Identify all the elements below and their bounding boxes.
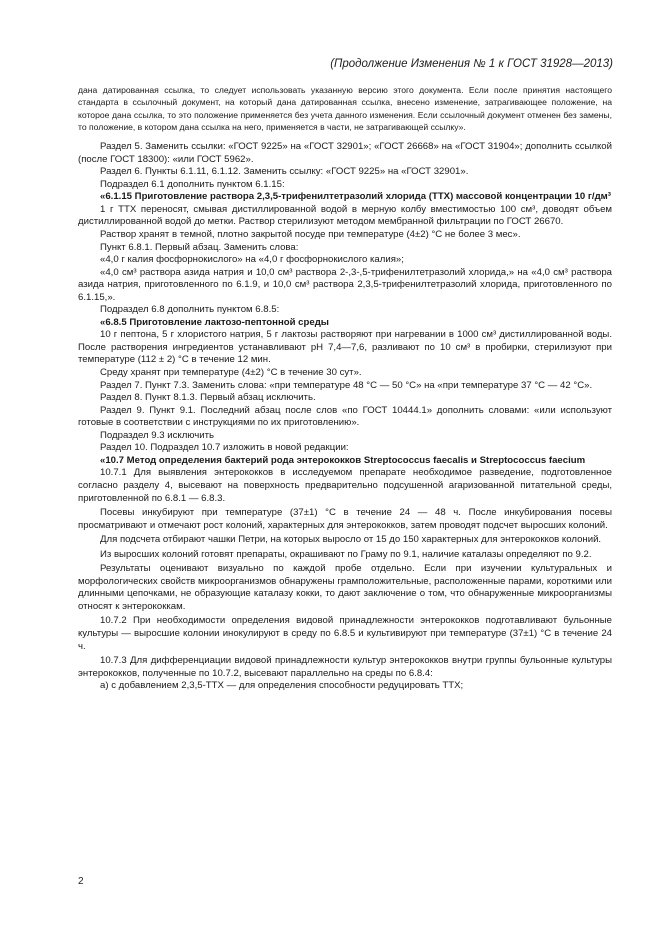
- paragraph: Раздел 10. Подраздел 10.7 изложить в новой редакции:: [100, 442, 349, 454]
- paragraph: Раздел 5. Заменить ссылки: «ГОСТ 9225» на «ГОСТ 32901»; «ГОСТ 26668» на «ГОСТ 31904»; дополнить ссылкой (после ГОСТ 18300): «или ГОСТ 5962».: [78, 141, 612, 165]
- section-heading: «6.1.15 Приготовление раствора 2,3,5-трифенилтетразолий хлорида (ТТХ) массовой концентрации 10 г/дм³: [100, 191, 611, 203]
- intro-block: [78, 84, 612, 133]
- page-number: 2: [78, 876, 84, 887]
- paragraph: 10.7.1 Для выявления энтерококков в исследуемом препарате необходимое разведение, подготовленное согласно разделу 4, высевают на поверхность предварительно подсушенной агаризованной питательной среды, приготовленной по 6.8.1 — 6.8.3.: [78, 467, 612, 504]
- paragraph: Результаты оценивают визуально по каждой пробе отдельно. Если при изучении культуральных и морфологических свойств микроорганизмов обнаружены грамположительные, расположенные парами, короткими или длинными цепочками, не образующие каталазу кокки, то дают заключение о том, что обнаруженные микроорганизмы относят к энтерококкам.: [78, 563, 612, 612]
- paragraph: «4,0 см³ раствора азида натрия и 10,0 см³ раствора 2-,3-,5-трифенилтетразолий хлорида,» на «4,0 см³ раствора азида натрия, приготовленного по 6.1.9, и 10,0 см³ раствора 2,3,5-трифенилтетразолий хлорида, приготовленного по 6.1.15,».: [78, 266, 612, 303]
- paragraph: Раздел 7. Пункт 7.3. Заменить слова: «при температуре 48 °С — 50 °С» на «при температуре 37 °С — 42 °С».: [100, 379, 593, 391]
- paragraph: Пункт 6.8.1. Первый абзац. Заменить слова:: [100, 241, 299, 253]
- paragraph: Подраздел 9.3 исключить: [100, 429, 215, 441]
- paragraph: Подраздел 6.8 дополнить пунктом 6.8.5:: [100, 304, 280, 316]
- paragraph: Раздел 6. Пункты 6.1.11, 6.1.12. Заменить ссылку: «ГОСТ 9225» на «ГОСТ 32901».: [100, 166, 469, 178]
- paragraph: Подраздел 6.1 дополнить пунктом 6.1.15:: [100, 178, 285, 190]
- amendment-text: [78, 141, 612, 693]
- paragraph: 10 г пептона, 5 г хлористого натрия, 5 г лактозы растворяют при нагревании в 1000 см³ дистиллированной воды. После растворения ингредиентов устанавливают рН 7,4—7,6, разливают по 10 см³ в пробирки, стерилизуют при температуре (112 ± 2) °С в течение 12 мин.: [78, 329, 612, 366]
- paragraph: Раздел 8. Пункт 8.1.3. Первый абзац исключить.: [100, 392, 316, 404]
- document-body: [78, 84, 612, 693]
- paragraph: Для подсчета отбирают чашки Петри, на которых выросло от 15 до 150 характерных для энтерококков колоний.: [100, 534, 602, 546]
- paragraph: 1 г ТТХ переносят, смывая дистиллированной водой в мерную колбу вместимостью 100 см³, доводят объем дистиллированной водой до метки. Раствор стерилизуют методом мембранной фильтрации по ГОСТ 26670.: [78, 203, 612, 228]
- continuation-header: (Продолжение Изменения № 1 к ГОСТ 31928—2013): [330, 58, 613, 70]
- paragraph: Раздел 9. Пункт 9.1. Последний абзац после слов «по ГОСТ 10444.1» дополнить словами: «или используют готовые в соответствии с инструкциями по их приготовлению».: [78, 404, 612, 429]
- paragraph: Раствор хранят в темной, плотно закрытой посуде при температуре (4±2) °С не более 3 мес».: [100, 229, 521, 241]
- paragraph: «4,0 г калия фосфорнокислого» на «4,0 г фосфорнокислого калия»;: [100, 254, 404, 266]
- paragraph: Из выросших колоний готовят препараты, окрашивают по Граму по 9.1, наличие каталазы определяют по 9.2.: [100, 548, 592, 560]
- section-heading: «10.7 Метод определения бактерий рода энтерококков Streptococcus faecalis и Streptococcus faecium: [100, 454, 586, 466]
- paragraph: Среду хранят при температуре (4±2) °С в течение 30 сут».: [100, 367, 362, 379]
- intro-paragraph: дана датированная ссылка, то следует использовать указанную версию этого документа. Если после принятия настоящего стандарта в ссылочный документ, на который дана датированная ссылка, внесено изменение, затрагивающее положение, на которое дана ссылка, то это положение применяется без учета данного изменения. Если ссылочный документ отменен без замены, то положение, в котором дана ссылка на него, применяется в части, не затрагивающей ссылку».: [78, 85, 612, 132]
- paragraph: 10.7.2 При необходимости определения видовой принадлежности энтерококков подготавливают бульонные культуры — выросшие колонии инокулируют в среду по 6.8.5 и культивируют при температуре (37±1) °С в течение 24 ч.: [78, 615, 612, 652]
- paragraph: Посевы инкубируют при температуре (37±1) °С в течение 24 — 48 ч. После инкубирования посевы просматривают и отмечают рост колоний, характерных для энтерококков, затем проводят подсчет выросших колоний.: [78, 507, 612, 531]
- section-heading: «6.8.5 Приготовление лактозо-пептонной среды: [100, 316, 329, 328]
- list-item: а) с добавлением 2,3,5-ТТХ — для определения способности редуцировать ТТХ;: [100, 680, 464, 692]
- paragraph: 10.7.3 Для дифференциации видовой принадлежности культур энтерококков внутри группы бульонные культуры энтерококков, полученные по 10.7.2, высевают параллельно на среды по 6.8.4:: [78, 655, 612, 679]
